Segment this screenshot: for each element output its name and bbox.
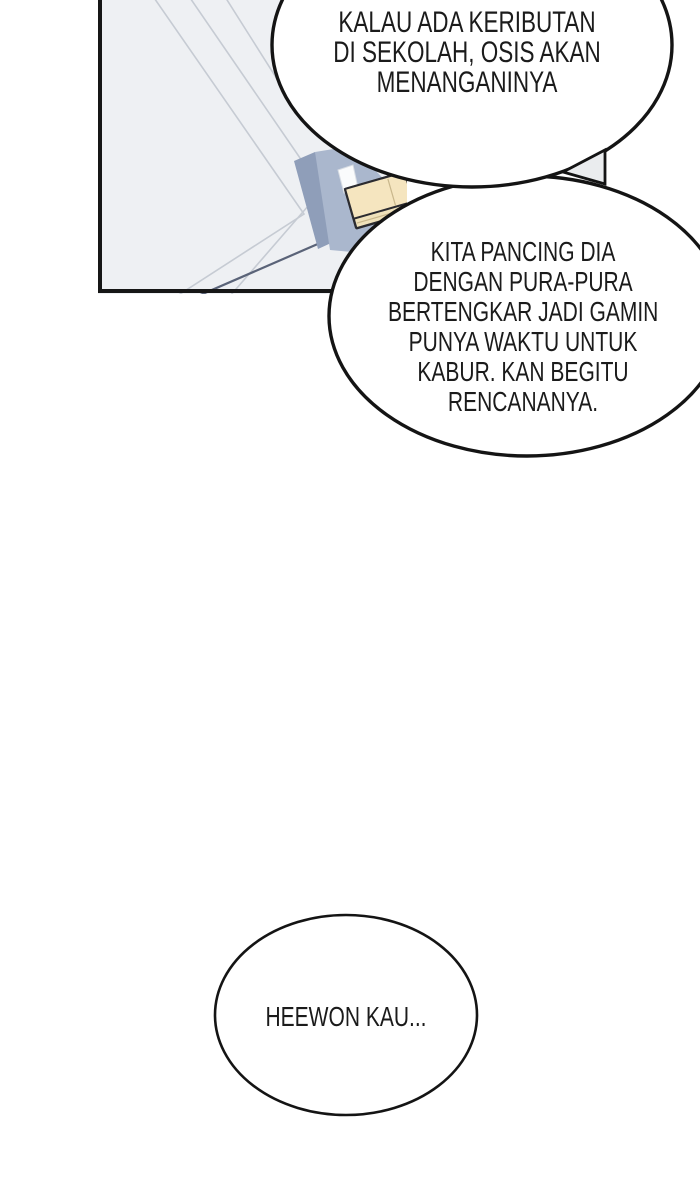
- speech-line: KABUR. KAN BEGITU: [417, 356, 629, 387]
- speech-line: KALAU ADA KERIBUTAN: [338, 6, 596, 39]
- speech-line: HEEWON KAU...: [265, 1001, 427, 1032]
- speech-line: PUNYA WAKTU UNTUK: [408, 326, 638, 357]
- speech-line: DENGAN PURA-PURA: [413, 266, 633, 297]
- speech-line: DI SEKOLAH, OSIS AKAN: [333, 36, 601, 69]
- speech-line: BERTENGKAR JADI GAMIN: [388, 296, 659, 327]
- speech-text-top: [287, 8, 647, 98]
- speech-line: MENANGANINYA: [376, 66, 558, 99]
- speech-text-middle: [343, 237, 700, 417]
- speech-line: KITA PANCING DIA: [430, 236, 616, 267]
- speech-text-bottom: [166, 1002, 526, 1032]
- speech-line: RENCANANYA.: [447, 386, 599, 417]
